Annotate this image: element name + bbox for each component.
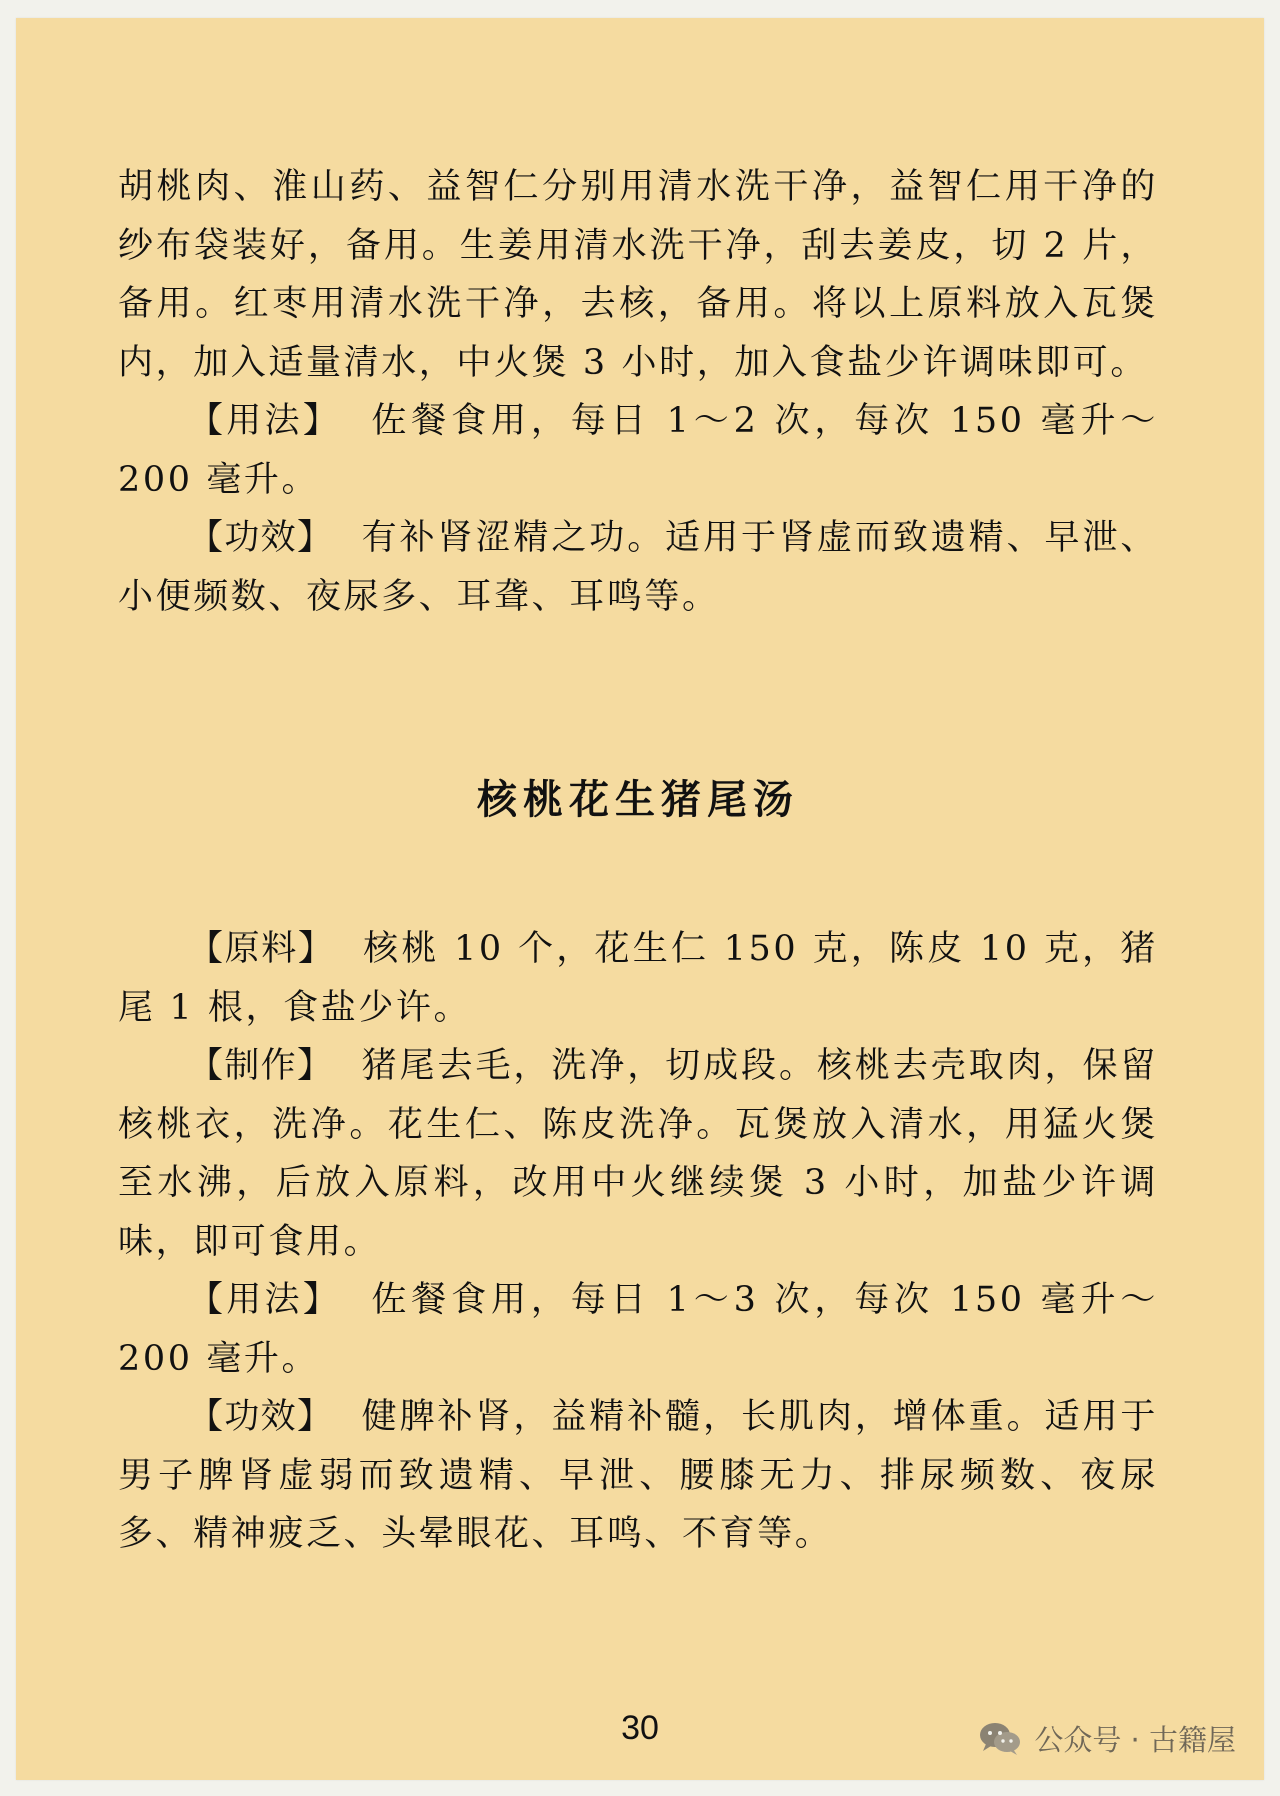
recipe-section	[118, 920, 1158, 1564]
recipe-usage-label: 【用法】	[188, 1280, 342, 1320]
method-label: 【制作】	[188, 1046, 334, 1086]
page-number: 30	[621, 1709, 659, 1747]
recipe-title: 核桃花生猪尾汤	[477, 776, 799, 823]
intro-usage-label: 【用法】	[188, 401, 342, 441]
recipe-effect-text: 健脾补肾，益精补髓，长肌肉，增体重。适用于男子脾肾虚弱而致遗精、早泄、腰膝无力、排尿频数、夜尿多、精神疲乏、头晕眼花、耳鸣、不育等。	[118, 1397, 1158, 1554]
ingredients-label: 【原料】	[188, 929, 335, 969]
watermark	[976, 1718, 1236, 1758]
recipe-effect-paragraph	[118, 1388, 1158, 1564]
recipe-usage-paragraph	[118, 1271, 1158, 1388]
recipe-usage-text: 佐餐食用，每日 1～3 次，每次 150 毫升～200 毫升。	[118, 1280, 1158, 1379]
ingredients-text: 核桃 10 个，花生仁 150 克，陈皮 10 克，猪尾 1 根，食盐少许。	[118, 929, 1158, 1028]
watermark-text: 公众号 · 古籍屋	[1034, 1722, 1236, 1757]
intro-usage-paragraph	[118, 392, 1158, 509]
intro-usage-text: 佐餐食用，每日 1～2 次，每次 150 毫升～200 毫升。	[118, 401, 1158, 500]
method-text: 猪尾去毛，洗净，切成段。核桃去壳取肉，保留核桃衣，洗净。花生仁、陈皮洗净。瓦煲放入清水，用猛火煲至水沸，后放入原料，改用中火继续煲 3 小时，加盐少许调味，即可食用。	[118, 1046, 1158, 1262]
intro-section	[118, 158, 1158, 626]
intro-effect-label: 【功效】	[188, 518, 334, 558]
intro-effect-paragraph	[118, 509, 1158, 626]
intro-paragraph: 胡桃肉、淮山药、益智仁分别用清水洗干净，益智仁用干净的纱布袋装好，备用。生姜用清水洗干净，刮去姜皮，切 2 片，备用。红枣用清水洗干净，去核，备用。将以上原料放入瓦煲内，加入适量清水，中火煲 3 小时，加入食盐少许调味即可。	[118, 167, 1158, 383]
ingredients-paragraph	[118, 920, 1158, 1037]
method-paragraph	[118, 1037, 1158, 1271]
intro-effect-text: 有补肾涩精之功。适用于肾虚而致遗精、早泄、小便频数、夜尿多、耳聋、耳鸣等。	[118, 518, 1158, 617]
recipe-effect-label: 【功效】	[188, 1397, 334, 1437]
wechat-icon	[976, 1718, 1024, 1758]
